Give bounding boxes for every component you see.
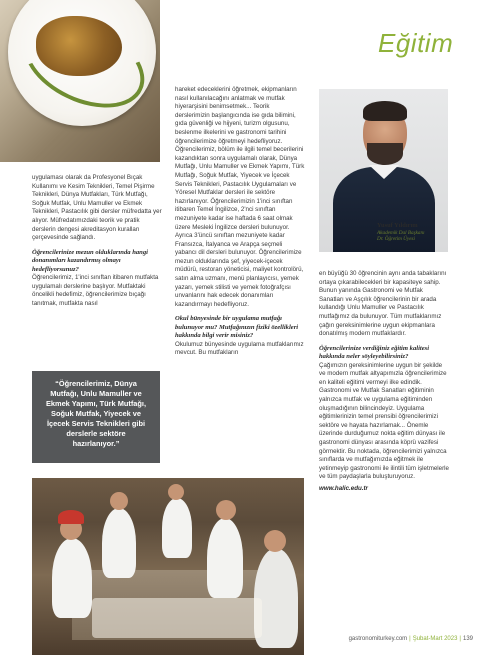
portrait-role-line-2: Dr. Öğretim Üyesi: [377, 236, 415, 243]
kitchen-photo: [32, 478, 304, 655]
food-photo: [0, 0, 160, 162]
chef-figure: [162, 498, 192, 558]
right-paragraph-2: Çağımızın gereksinimlerine uygun bir şekilde ve modern mutfak altyapımızla öğrencilerimize en kaliteli eğitimi vermeyi ilke edindik. Gastronomi ve Mutfak Sanatları eğitiminin yalnızca mutfak ve uygulama eğitiminden oluşmadığının bilincindeyiz. Uygulama eğitimlerinizin temel prensibi öğrencilerimizi sektöre ve hayata hazırlamak... Önemle üzerinde durduğumuz nokta eğitim dünyası ile gastronomi dünyası arasında köprü vazifesi görmektir. Bu noktada, öğrencilerimizi yalnızca sınıflarda ve mutfağımızda eğitmek ile yetinmeyip gastronomi ile ilintili tüm işletmelerle ve tüm paydaşlarla buluşturuyoruz.: [319, 361, 449, 481]
chef-head: [264, 530, 286, 552]
chef-figure: [52, 538, 92, 618]
question-1: Öğrencilerinize mezun olduklarında hangi donanımları kazandırmış olmayı hedefliyorsunuz?: [32, 248, 148, 273]
food-shape: [36, 16, 122, 76]
left-paragraph-2: Öğrencilerimiz, 1'inci sınıftan itibaren mutfakta uygulamalı derslerine başlıyor. Mutfaktaki öncelikli hedefimiz, öğrencilerimize bıçağı tanıtmak, mutfakta nasıl: [32, 273, 159, 307]
portrait-role: [377, 230, 425, 243]
right-column: [319, 270, 449, 496]
middle-paragraph-1: hareket edeceklerini öğretmek, ekipmanların nasıl kullanılacağını anlatmak ve mutfak hiyerarşisini benimsetmek... Teorik derslerimizin başlangıcında ise gıda bilimini, gıda güvenliği ve hijyeni, turizm olgusunu, beslenme ilkelerini ve gastronomi tarihini öğrencilerimize öğretmeyi hedefliyoruz. Öğrencilerimiz, bölüm ile ilgili temel becerilerini kazandıktan sonra uygulamalı olarak, Dünya Mutfağı, Unlu Mamuller ve Ekmek Yapımı, Türk Mutfağı, Soğuk Mutfak, Yiyecek ve İçecek Servis Teknikleri, Pastacılık Uygulamaları ve Yöresel Mutfaklar dersleri ile sektöre hazırlanıyor. Öğrencilerimizin 1'inci sınıftan itibaren Temel İngilizce, 2'nci sınıftan mezuniyete kadar ise haftada 6 saat olmak üzere Mesleki İngilizce dersleri bulunuyor. Ayrıca 3'üncü sınıftan mezuniyete kadar Fransızca, İtalyanca ve Arapça seçmeli yabancı dil dersleri bulunuyor. Öğrencilerimize mezun olduklarında şef, yiyecek-içecek müdürü, restoran yöneticisi, maliyet kontrolörü, satın alma uzmanı, menü planlayıcısı, yemek yazarı, yemek stilisti ve yemek fotoğrafçısı unvanlarını hak edecek donanımları kazandırmayı hedefliyoruz.: [175, 86, 305, 308]
chef-figure: [102, 508, 136, 578]
middle-column: [175, 86, 305, 361]
footer-issue: Şubat-Mart 2023: [412, 636, 458, 642]
chef-cap-red: [58, 510, 84, 524]
portrait-name: Yusuf Yıldırım: [377, 222, 418, 229]
chef-head: [216, 500, 236, 520]
chef-head: [168, 484, 184, 500]
pull-quote-text: “Öğrencilerimiz, Dünya Mutfağı, Unlu Mamuller ve Ekmek Yapımı, Türk Mutfağı, Soğuk Mutfak, Yiyecek ve İçecek Servis Teknikleri gibi derslerle sektöre hazırlanıyor.”: [45, 379, 147, 448]
website-link[interactable]: www.halic.edu.tr: [319, 484, 368, 492]
portrait-role-line-1: Akademik Dal Başkanı: [377, 230, 425, 236]
footer-page-number: 139: [462, 636, 473, 642]
question-3: Öğrencilerinize verdiğiniz eğitim kalitesi hakkında neler söyleyebilirsiniz?: [319, 344, 430, 361]
section-title: Eğitim: [378, 28, 454, 58]
chef-head: [110, 492, 128, 510]
middle-paragraph-2: Okulumuz bünyesinde uygulama mutfaklarımız mevcut. Bu mutfakların: [175, 340, 304, 357]
pull-quote-box: [32, 371, 160, 463]
portrait-beard: [367, 143, 403, 165]
footer-site: gastronomiturkey.com: [348, 636, 408, 642]
right-paragraph-1: en büyüğü 30 öğrencinin aynı anda tabaklarını ortaya çıkarabilecekleri bir kapasiteye sahip. Bunun yanında Gastronomi ve Mutfak Sanatları ve Aşçılık öğrencilerinin bir arada kullandığı Unlu Mamuller ve Pastacılık mutfağımız da bulunuyor. Tüm mutfaklarımız çağın gereksinimlerine uygun ekipmanlara donatılmış modern mutfaklardır.: [319, 270, 447, 338]
chef-figure: [207, 518, 243, 598]
portrait-hair: [363, 101, 407, 121]
page-footer: gastronomiturkey.com | Şubat-Mart 2023 | 139: [348, 636, 473, 642]
left-paragraph-1: uygulaması olarak da Profesyonel Bıçak Kullanımı ve Kesim Teknikleri, Temel Pişirme Teknikleri, Dünya Mutfakları, Türk Mutfağı, Soğuk Mutfak, Unlu Mamuller ve Ekmek Teknikleri, Pastacılık gibi dersler müfredatta yer alıyor. Müfredatımızdaki teorik ve pratik derslerin dengesi akreditasyon kuralları çerçevesinde sağlandı.: [32, 174, 162, 242]
plates-on-counter: [92, 598, 262, 638]
left-column: [32, 174, 162, 311]
question-2: Okul bünyesinde bir uygulama mutfağı bulunuyor mu? Mutfağınızın fiziki özellikleri hakkında bilgi verir misiniz?: [175, 315, 299, 340]
